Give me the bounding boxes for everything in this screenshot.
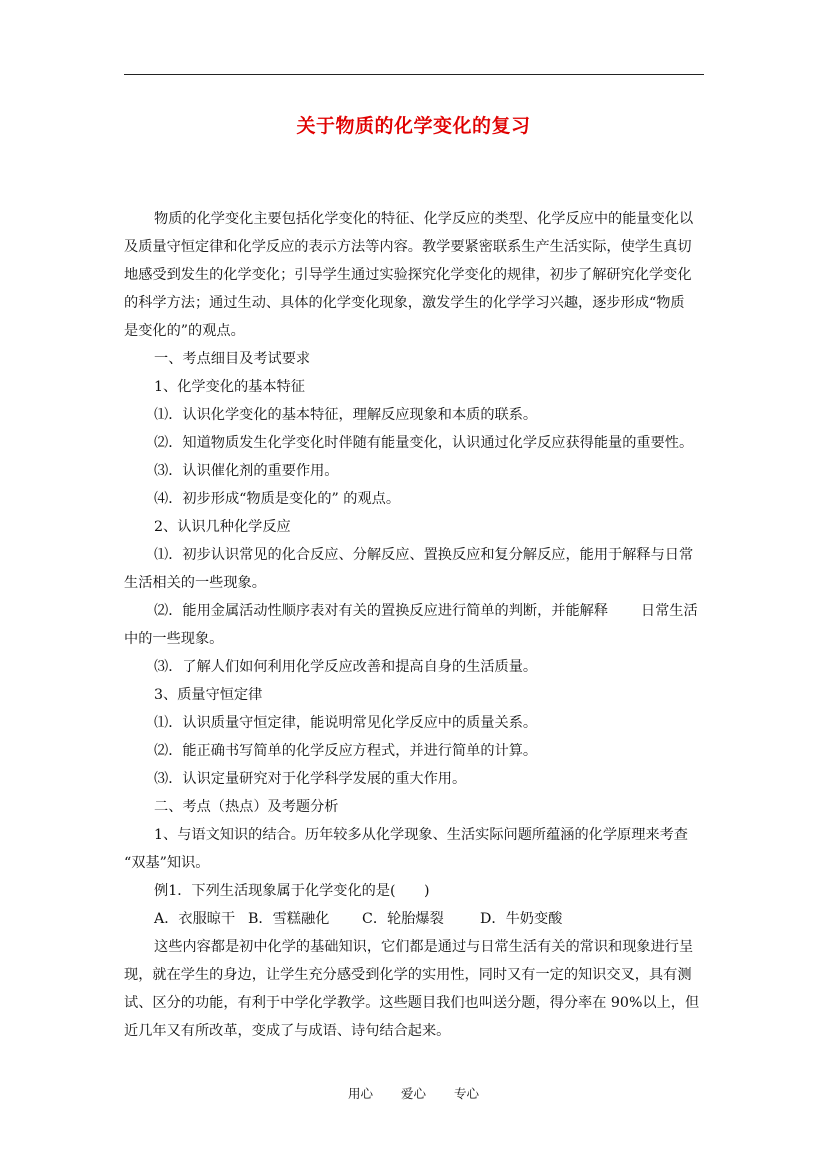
paragraph-line: “双基”知识。 xyxy=(124,855,210,871)
list-item: ⑴．认识质量守恒定律，能说明常见化学反应中的质量关系。 xyxy=(154,715,538,731)
intro-line: 是变化的”的观点。 xyxy=(124,323,245,339)
option-c: C．轮胎爆裂 xyxy=(362,911,444,927)
list-item-continuation: 中的一些现象。 xyxy=(124,631,224,647)
paragraph-line: 现，就在学生的身边，让学生充分感受到化学的实用性，同时又有一定的知识交叉，具有测 xyxy=(124,967,692,983)
option-d: D．牛奶变酸 xyxy=(480,911,563,927)
list-item: ⑵．能正确书写简单的化学反应方程式，并进行简单的计算。 xyxy=(154,743,538,759)
paragraph-line: 这些内容都是初中化学的基础知识，它们都是通过与日常生活有关的常识和现象进行呈 xyxy=(154,939,694,955)
intro-line: 及质量守恒定律和化学反应的表示方法等内容。教学要紧密联系生产生活实际，使学生真切 xyxy=(124,239,692,255)
intro-line: 地感受到发生的化学变化；引导学生通过实验探究化学变化的规律，初步了解研究化学变化 xyxy=(124,267,692,283)
option-a: A．衣服晾干 xyxy=(154,911,236,927)
list-item: ⑶．认识定量研究对于化学科学发展的重大作用。 xyxy=(154,771,467,787)
list-item: ⑵．知道物质发生化学变化时伴随有能量变化，认识通过化学反应获得能量的重要性。 xyxy=(154,435,694,451)
intro-line: 的科学方法；通过生动、具体的化学变化现象，激发学生的化学学习兴趣，逐步形成“物质 xyxy=(124,295,685,311)
list-item: ⑶．了解人们如何利用化学反应改善和提高自身的生活质量。 xyxy=(154,659,538,675)
list-item: ⑶．认识催化剂的重要作用。 xyxy=(154,463,339,479)
footer-text: 用心 xyxy=(347,1086,373,1101)
document-title: 关于物质的化学变化的复习 xyxy=(296,115,531,137)
list-item: ⑴．初步认识常见的化合反应、分解反应、置换反应和复分解反应，能用于解释与日常 xyxy=(154,547,694,563)
paragraph-line: 试、区分的功能，有利于中学化学教学。这些题目我们也叫送分题，得分率在 90%以上，但 xyxy=(124,995,700,1011)
footer-text: 专心 xyxy=(453,1086,479,1101)
subsection-heading: 2、认识几种化学反应 xyxy=(154,519,291,535)
list-item: ⑵．能用金属活动性顺序表对有关的置换反应进行简单的判断，并能解释 日常生活 xyxy=(154,603,698,619)
section-heading: 二、考点（热点）及考题分析 xyxy=(154,799,339,815)
header-rule xyxy=(124,74,704,75)
intro-line: 物质的化学变化主要包括化学变化的特征、化学反应的类型、化学反应中的能量变化以 xyxy=(154,211,694,227)
option-b: B．雪糕融化 xyxy=(248,911,330,927)
footer-text: 爱心 xyxy=(400,1086,426,1101)
subsection-heading: 1、化学变化的基本特征 xyxy=(154,379,305,395)
list-item: ⑴．认识化学变化的基本特征，理解反应现象和本质的联系。 xyxy=(154,407,538,423)
page-footer xyxy=(0,1084,827,1102)
list-item: ⑷．初步形成“物质是变化的” 的观点。 xyxy=(154,491,401,507)
answer-options xyxy=(124,905,708,933)
paragraph-line: 1、与语文知识的结合。历年较多从化学现象、生活实际问题所蕴涵的化学原理来考查 xyxy=(154,827,688,843)
subsection-heading: 3、质量守恒定律 xyxy=(154,687,263,703)
paragraph-line: 近几年又有所改革，变成了与成语、诗句结合起来。 xyxy=(124,1023,451,1039)
example-question: 例1．下列生活现象属于化学变化的是( ) xyxy=(154,883,430,899)
section-heading: 一、考点细目及考试要求 xyxy=(154,351,311,367)
document-body xyxy=(124,205,708,1045)
list-item-continuation: 生活相关的一些现象。 xyxy=(124,575,266,591)
